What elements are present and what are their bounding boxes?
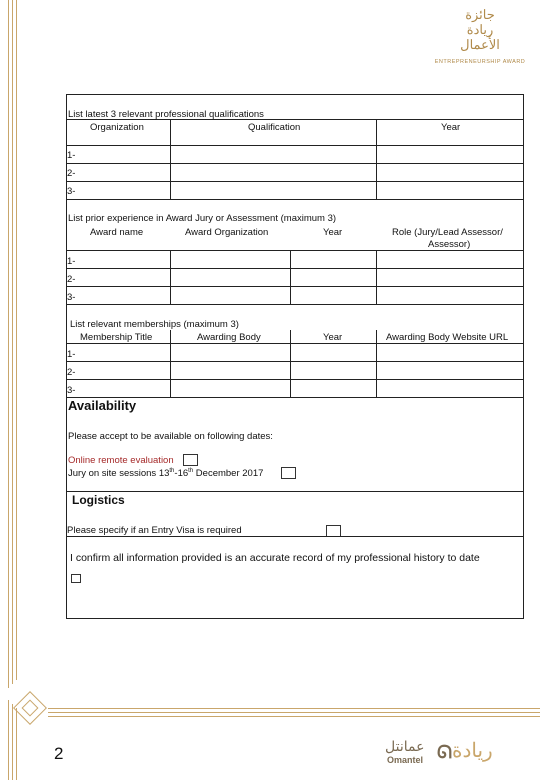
- exp-header-role-line1: Role (Jury/Lead Assessor/: [392, 227, 503, 238]
- exp-row-3-label: 3-: [67, 292, 76, 303]
- online-evaluation-checkbox[interactable]: [183, 454, 198, 466]
- exp-3-year-field[interactable]: [291, 287, 375, 303]
- logistics-heading: Logistics: [72, 493, 125, 507]
- mem-3-body-field[interactable]: [171, 380, 289, 396]
- onsite-sessions-mid: -16: [174, 468, 189, 480]
- exp-1-year-field[interactable]: [291, 251, 375, 267]
- mem-1-body-field[interactable]: [171, 344, 289, 360]
- qual-1-organization-field[interactable]: [80, 146, 169, 162]
- experience-title: List prior experience in Award Jury or Assessment (maximum 3): [68, 213, 337, 224]
- mem-2-body-field[interactable]: [171, 362, 289, 378]
- exp-header-award-organization: Award Organization: [185, 227, 269, 238]
- exp-2-award-org-field[interactable]: [171, 269, 289, 285]
- mem-header-awarding-body: Awarding Body: [197, 332, 261, 343]
- qual-3-organization-field[interactable]: [80, 182, 169, 198]
- qual-row-2-label: 2-: [67, 168, 76, 179]
- qual-row-3-label: 3-: [67, 186, 76, 197]
- mem-header-title: Membership Title: [80, 332, 153, 343]
- omantel-arabic: عمانتل: [385, 739, 425, 755]
- onsite-sup-1: th: [169, 468, 175, 474]
- exp-1-award-name-field[interactable]: [80, 251, 169, 267]
- mem-row-3-label: 3-: [67, 385, 76, 396]
- mem-1-url-field[interactable]: [377, 344, 523, 360]
- qual-3-qualification-field[interactable]: [171, 182, 375, 198]
- exp-1-award-org-field[interactable]: [171, 251, 289, 267]
- mem-row-2-label: 2-: [67, 367, 76, 378]
- entry-visa-label: Please specify if an Entry Visa is required: [67, 525, 242, 536]
- onsite-sessions-prefix: Jury on site sessions 13: [68, 468, 170, 480]
- qual-row-1-label: 1-: [67, 150, 76, 161]
- exp-header-year: Year: [323, 227, 343, 238]
- qualifications-title: List latest 3 relevant professional qualifications: [68, 109, 264, 120]
- memberships-title: List relevant memberships (maximum 3): [70, 319, 239, 330]
- exp-3-award-name-field[interactable]: [80, 287, 169, 303]
- onsite-sessions-checkbox[interactable]: [281, 467, 296, 479]
- mem-1-title-field[interactable]: [80, 344, 169, 360]
- exp-row-2-label: 2-: [67, 274, 76, 285]
- mem-1-year-field[interactable]: [291, 344, 375, 360]
- mem-2-url-field[interactable]: [377, 362, 523, 378]
- award-logo-english: ENTREPRENEURSHIP AWARD: [434, 59, 526, 65]
- qual-2-organization-field[interactable]: [80, 164, 169, 180]
- mem-3-url-field[interactable]: [377, 380, 523, 396]
- mem-3-year-field[interactable]: [291, 380, 375, 396]
- qual-3-year-field[interactable]: [377, 182, 523, 198]
- exp-1-role-field[interactable]: [377, 251, 523, 267]
- omantel-icon: ᘏ: [437, 742, 452, 762]
- online-evaluation-label: Online remote evaluation: [68, 455, 174, 466]
- exp-header-award-name: Award name: [90, 227, 144, 238]
- mem-2-year-field[interactable]: [291, 362, 375, 378]
- availability-heading: Availability: [68, 398, 137, 413]
- award-logo-arabic: جائزة ريادة الأعمال: [460, 8, 500, 53]
- exp-2-award-name-field[interactable]: [80, 269, 169, 285]
- qual-1-qualification-field[interactable]: [171, 146, 375, 162]
- qual-header-organization: Organization: [90, 122, 144, 133]
- exp-2-role-field[interactable]: [377, 269, 523, 285]
- footer-brand-logo: ريادة: [452, 738, 493, 762]
- omantel-english: Omantel: [387, 755, 424, 765]
- exp-header-role-line2: Assessor): [428, 239, 471, 250]
- mem-3-title-field[interactable]: [80, 380, 169, 396]
- onsite-sessions-suffix: December 2017: [193, 468, 264, 480]
- exp-3-role-field[interactable]: [377, 287, 523, 303]
- mem-header-url: Awarding Body Website URL: [386, 332, 509, 343]
- exp-3-award-org-field[interactable]: [171, 287, 289, 303]
- qual-header-qualification: Qualification: [248, 122, 301, 133]
- mem-2-title-field[interactable]: [80, 362, 169, 378]
- onsite-sessions-label: [68, 466, 263, 479]
- qual-1-year-field[interactable]: [377, 146, 523, 162]
- confirmation-checkbox[interactable]: [71, 574, 81, 583]
- award-logo: [430, 8, 530, 64]
- availability-intro: Please accept to be available on following dates:: [68, 431, 273, 442]
- qual-2-year-field[interactable]: [377, 164, 523, 180]
- exp-row-1-label: 1-: [67, 256, 76, 267]
- exp-2-year-field[interactable]: [291, 269, 375, 285]
- qual-header-year: Year: [441, 122, 461, 133]
- onsite-sup-2: th: [188, 468, 194, 474]
- mem-row-1-label: 1-: [67, 349, 76, 360]
- confirmation-text: I confirm all information provided is an accurate record of my professional history to date: [70, 552, 480, 564]
- page-number: 2: [54, 744, 64, 763]
- qual-2-qualification-field[interactable]: [171, 164, 375, 180]
- mem-header-year: Year: [323, 332, 343, 343]
